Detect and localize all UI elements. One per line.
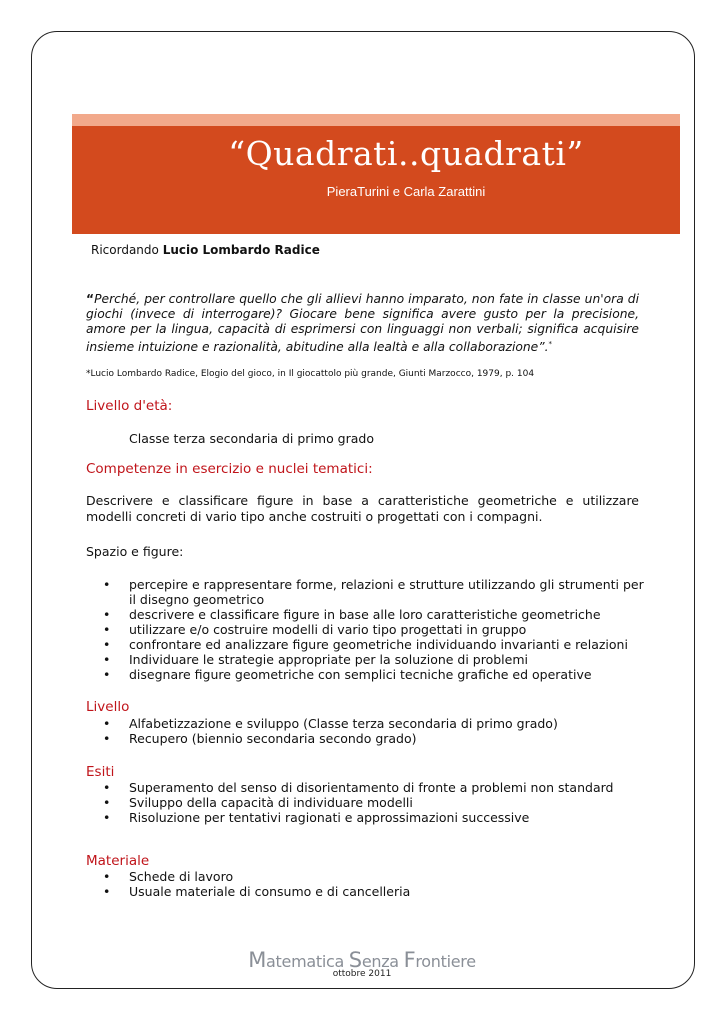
- outcomes-list: [86, 780, 646, 825]
- footnote: *Lucio Lombardo Radice, Elogio del gioco, in Il giocattolo più grande, Giunti Marzocco, 1979, p. 104: [86, 369, 535, 379]
- banner-top-strip: [72, 114, 680, 126]
- footnote-marker: *: [548, 340, 553, 348]
- list-item: • Sviluppo della capacità di individuare modelli: [86, 795, 646, 810]
- list-item: • utilizzare e/o costruire modelli di vario tipo progettati in gruppo: [86, 622, 646, 637]
- competences-list: [86, 577, 646, 682]
- dedication: [91, 243, 320, 258]
- logo-letter-m: M: [248, 948, 267, 972]
- list-item: • Usuale materiale di consumo e di cancelleria: [86, 884, 646, 899]
- level-heading: Livello: [86, 699, 130, 715]
- logo-part-3: rontiere: [415, 952, 476, 971]
- title-banner: [72, 126, 680, 234]
- logo-part-1: atematica: [266, 952, 349, 971]
- materials-list: [86, 869, 646, 899]
- logo-letter-s: S: [348, 948, 362, 972]
- age-heading: Livello d'età:: [86, 398, 173, 414]
- quote-text: Perché, per controllare quello che gli allievi hanno imparato, non fate in classe un'ora di giochi (invece di interrogare)? Giocare bene significa avere gusto per la precisione, amore per la lingua, capacità di esprimersi con linguaggi non verbali; significa acquisire insieme intuizione e razionalità, abitudine alla lealtà e alla collaborazione”.: [86, 292, 639, 355]
- quote-open-mark: “: [86, 292, 95, 306]
- logo-part-2: enza: [361, 952, 404, 971]
- competences-text: Descrivere e classificare figure in base a caratteristiche geometriche e utilizzare modelli concreti di vario tipo anche costruiti o progettati con i compagni.: [86, 493, 639, 524]
- level-list: [86, 716, 646, 746]
- quote: [86, 292, 639, 355]
- authors: PieraTurini e Carla Zarattini: [326, 184, 486, 199]
- list-item: • Superamento del senso di disorientamento di fronte a problemi non standard: [86, 780, 646, 795]
- logo-letter-f: F: [403, 948, 416, 972]
- list-item: • Recupero (biennio secondaria secondo grado): [86, 731, 646, 746]
- age-text: Classe terza secondaria di primo grado: [129, 431, 375, 446]
- list-item: • disegnare figure geometriche con semplici tecniche grafiche ed operative: [86, 667, 646, 682]
- list-item: • confrontare ed analizzare figure geometriche individuando invarianti e relazioni: [86, 637, 646, 652]
- list-item: • Schede di lavoro: [86, 869, 646, 884]
- list-item: • Risoluzione per tentativi ragionati e approssimazioni successive: [86, 810, 646, 825]
- list-item: • Alfabetizzazione e sviluppo (Classe terza secondaria di primo grado): [86, 716, 646, 731]
- materials-heading: Materiale: [86, 853, 150, 869]
- space-figures-subheading: Spazio e figure:: [86, 544, 184, 559]
- list-item: • Individuare le strategie appropriate per la soluzione di problemi: [86, 652, 646, 667]
- footer-date: ottobre 2011: [332, 969, 392, 979]
- list-item: • percepire e rappresentare forme, relazioni e strutture utilizzando gli strumenti per il disegno geometrico: [86, 577, 646, 607]
- competences-heading: Competenze in esercizio e nuclei tematici:: [86, 461, 373, 477]
- list-item: • descrivere e classificare figure in base alle loro caratteristiche geometriche: [86, 607, 646, 622]
- dedication-name: Lucio Lombardo Radice: [162, 243, 320, 257]
- dedication-prefix: Ricordando: [91, 243, 163, 257]
- outcomes-heading: Esiti: [86, 764, 115, 780]
- document-title: “Quadrati..quadrati”: [228, 134, 584, 173]
